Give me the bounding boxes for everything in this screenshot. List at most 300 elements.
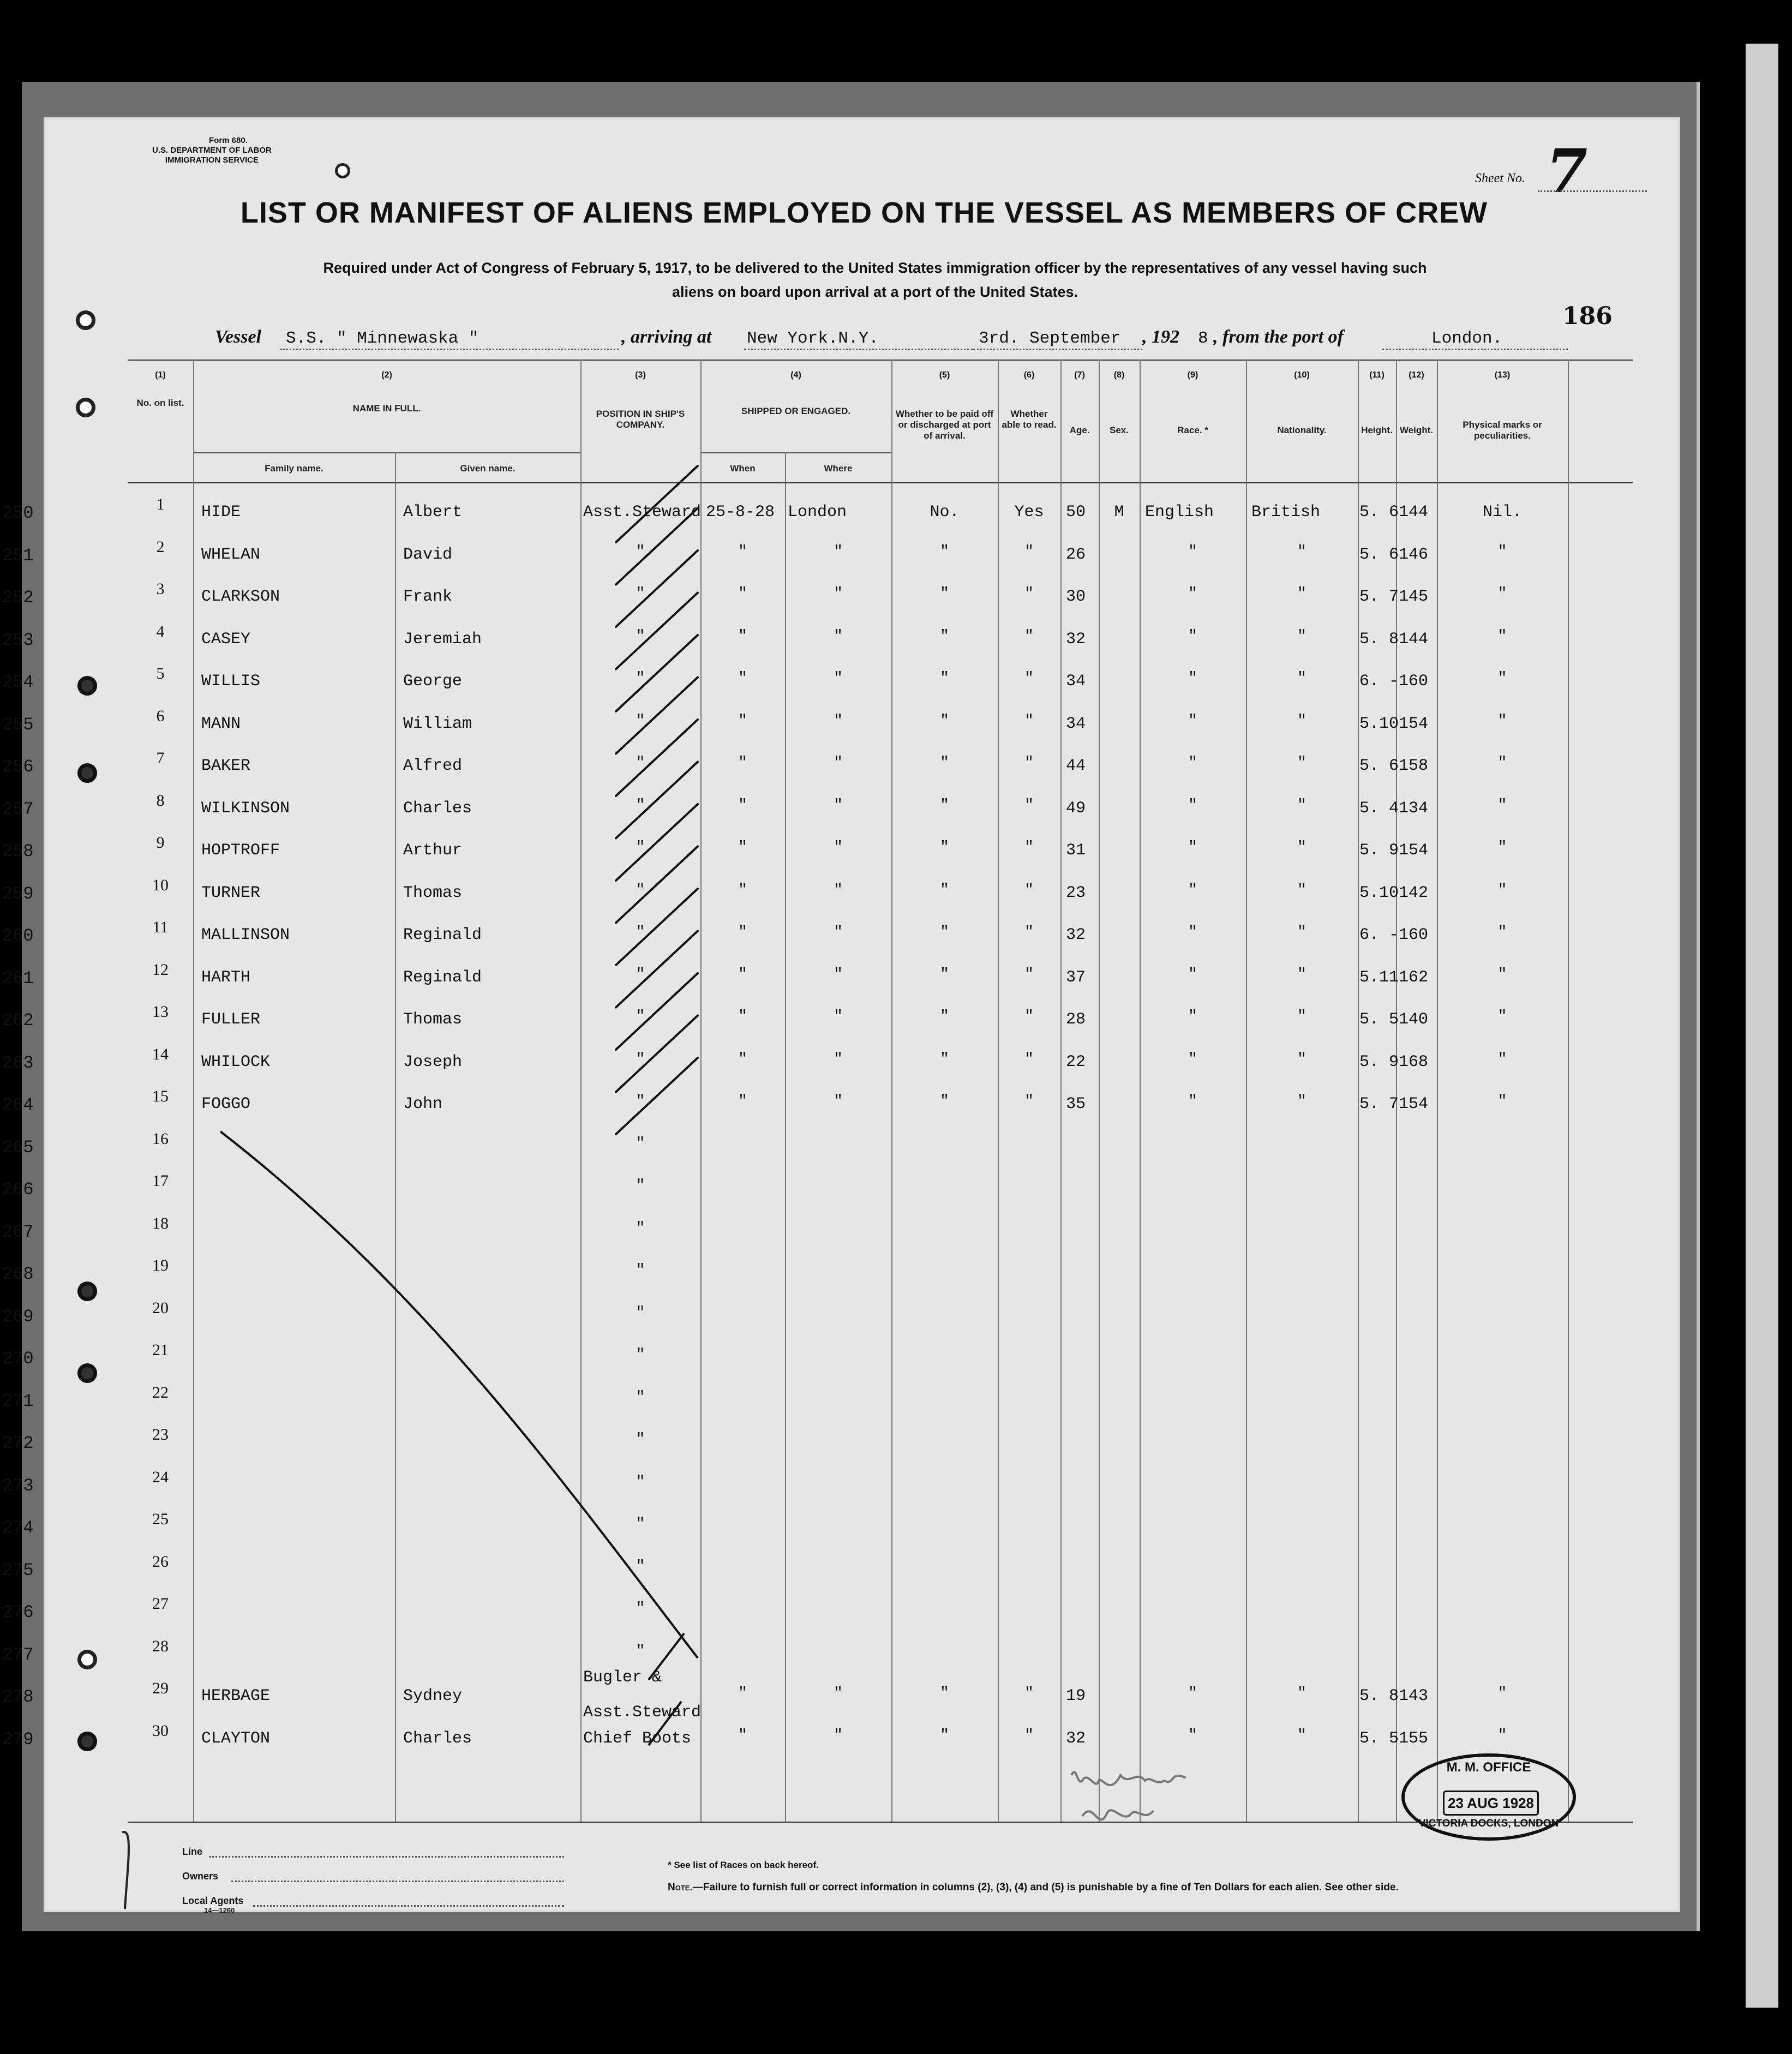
from-label: , from the port of [1213, 327, 1344, 347]
row-index: 271 [2, 1391, 34, 1411]
subtitle-line-2: aliens on board upon arrival at a port of the United States. [672, 284, 1078, 300]
cell-height: 5.11 [1359, 968, 1399, 987]
note-label: Note. [668, 1882, 693, 1893]
ditto-mark: " [834, 670, 843, 687]
ditto-mark: " [1188, 966, 1197, 983]
cell-height: 5. 8 [1359, 1687, 1399, 1705]
ditto-mark: " [1024, 543, 1034, 560]
cell-weight: 143 [1399, 1687, 1429, 1705]
row-index: 261 [2, 968, 34, 989]
cell-weight: 146 [1399, 545, 1429, 564]
ditto-mark: " [1024, 966, 1034, 983]
ditto-mark: " [1297, 966, 1306, 983]
cell-no: 26 [152, 1552, 169, 1571]
cell-family: CASEY [201, 630, 251, 649]
cell-family: MALLINSON [201, 926, 290, 944]
col-num: (1) [155, 370, 166, 380]
cell-no: 28 [152, 1637, 169, 1655]
row-index: 274 [2, 1518, 34, 1538]
col-header-given: Given name. [460, 463, 516, 474]
note-text: —Failure to furnish full or correct information in columns (2), (3), (4) and (5) is punishable by a fine of Ten Dollars for each alien. See other side. [692, 1882, 1399, 1893]
cell-height: 6. - [1359, 672, 1399, 691]
row-index: 268 [2, 1264, 34, 1284]
row-index: 263 [2, 1052, 34, 1073]
cell-weight: 134 [1399, 799, 1429, 818]
ditto-mark: " [1024, 881, 1034, 899]
ditto-mark: " [1497, 839, 1507, 856]
sheet-number: 7 [1539, 136, 1594, 206]
ditto-mark: " [1024, 1685, 1034, 1702]
cell-no: 7 [156, 749, 165, 767]
ditto-mark: " [1188, 585, 1197, 602]
ditto-mark: " [1297, 1685, 1306, 1702]
form-dept: U.S. DEPARTMENT OF LABOR [152, 146, 272, 155]
col-header-marks: Physical marks or peculiarities. [1463, 420, 1542, 441]
cell-given: Charles [403, 1729, 472, 1748]
ditto-mark: " [834, 1727, 843, 1744]
cell-height: 5. 9 [1359, 1052, 1399, 1071]
cell-height: 5. 4 [1359, 799, 1399, 818]
col-header-shipped: SHIPPED OR ENGAGED. [741, 406, 851, 416]
ditto-mark: " [1188, 881, 1197, 899]
ditto-mark: " [1024, 712, 1034, 729]
col-header-height: Height. [1361, 425, 1393, 435]
ditto-mark: " [940, 754, 949, 771]
cell-paid: No. [930, 503, 960, 522]
cell-weight: 168 [1399, 1052, 1429, 1071]
ditto-mark: " [834, 712, 843, 729]
cell-family: WHELAN [201, 545, 261, 564]
cell-no: 9 [156, 834, 165, 852]
ditto-mark: " [1497, 754, 1507, 771]
ditto-mark: " [738, 797, 747, 814]
col-num: (13) [1494, 370, 1511, 380]
cell-position: Bugler & [583, 1668, 662, 1687]
ditto-mark: " [636, 1219, 645, 1237]
footer-line-label: Line [182, 1846, 203, 1857]
cell-no: 11 [152, 918, 169, 936]
cell-weight: 158 [1399, 757, 1429, 775]
cell-weight: 160 [1399, 672, 1429, 691]
ditto-mark: " [636, 1642, 645, 1660]
ditto-mark: " [834, 1050, 843, 1068]
arrival-port: New York.N.Y. [747, 329, 879, 348]
cell-no: 6 [156, 706, 165, 725]
cell-height: 5. 6 [1359, 503, 1399, 522]
cell-family: FOGGO [201, 1095, 251, 1113]
ditto-mark: " [834, 797, 843, 814]
ditto-mark: " [1297, 1093, 1306, 1110]
ditto-mark: " [636, 1262, 645, 1279]
col-header-position: POSITION IN SHIP'S COMPANY. [596, 409, 685, 430]
cell-weight: 154 [1399, 1095, 1429, 1113]
cell-no: 5 [156, 664, 165, 682]
ditto-mark: " [940, 1093, 949, 1110]
ditto-mark: " [1297, 754, 1306, 771]
stamp-bottom: VICTORIA DOCKS, LONDON [1418, 1818, 1559, 1829]
col-num: (12) [1409, 370, 1424, 380]
cell-no: 30 [152, 1721, 169, 1740]
cell-given: George [403, 672, 463, 691]
ditto-mark: " [1188, 754, 1197, 771]
page-title: LIST OR MANIFEST OF ALIENS EMPLOYED ON THE VESSEL AS MEMBERS OF CREW [240, 196, 1488, 229]
ditto-mark: " [1297, 585, 1306, 602]
row-index: 265 [2, 1137, 34, 1158]
footer-owners-label: Owners [182, 1871, 219, 1882]
row-index: 279 [2, 1729, 34, 1750]
ditto-mark: " [738, 1093, 747, 1110]
page-code: 186 [1562, 302, 1613, 330]
row-index: 259 [2, 883, 34, 904]
cell-given: Frank [403, 588, 453, 606]
cell-family: WHILOCK [201, 1052, 271, 1071]
ditto-mark: " [636, 1346, 645, 1363]
ditto-mark: " [636, 1008, 645, 1025]
cell-family: TURNER [201, 883, 261, 902]
ditto-mark: " [636, 585, 645, 602]
ditto-mark: " [1188, 924, 1197, 941]
ditto-mark: " [1188, 543, 1197, 560]
ditto-mark: " [1024, 839, 1034, 856]
cell-no: 23 [152, 1426, 169, 1444]
cell-given: Thomas [403, 883, 463, 902]
cell-no: 1 [156, 495, 165, 513]
cell-position: Chief Boots [583, 1729, 692, 1748]
ditto-mark: " [940, 1727, 949, 1744]
cell-age: 49 [1066, 799, 1086, 818]
cell-weight: 162 [1399, 968, 1429, 987]
cell-given: Sydney [403, 1687, 463, 1705]
cell-given: David [403, 545, 453, 564]
cell-weight: 144 [1399, 630, 1429, 649]
cell-no: 22 [152, 1383, 169, 1402]
ditto-mark: " [1188, 1093, 1197, 1110]
row-index: 251 [2, 545, 34, 566]
ditto-mark: " [636, 1600, 645, 1617]
cell-weight: 144 [1399, 503, 1429, 522]
cell-no: 2 [156, 537, 165, 556]
cell-no: 29 [152, 1679, 169, 1697]
ditto-mark: " [636, 754, 645, 771]
ditto-mark: " [1297, 881, 1306, 899]
cell-no: 13 [152, 1003, 169, 1021]
ditto-mark: " [1497, 543, 1507, 560]
office-stamp [1401, 1753, 1576, 1841]
cell-given: Reginald [403, 968, 482, 987]
cell-family: FULLER [201, 1010, 261, 1029]
cell-weight: 155 [1399, 1729, 1429, 1748]
ditto-mark: " [738, 1685, 747, 1702]
ditto-mark: " [1024, 1727, 1034, 1744]
col-header-paid-off: Whether to be paid off or discharged at port of arrival. [895, 409, 994, 441]
col-header-sex: Sex. [1110, 425, 1129, 435]
cell-nat: British [1251, 503, 1321, 522]
row-index: 276 [2, 1602, 34, 1622]
cell-age: 22 [1066, 1052, 1086, 1071]
col-header-when: When [730, 463, 756, 474]
cell-given: Thomas [403, 1010, 463, 1029]
ditto-mark: " [636, 712, 645, 729]
dotted-line [253, 1905, 564, 1907]
ditto-mark: " [1024, 1093, 1034, 1110]
ditto-mark: " [1024, 627, 1034, 645]
col-header-read: Whether able to read. [1002, 409, 1057, 430]
vessel-label: Vessel [215, 327, 261, 347]
col-num: (2) [381, 370, 392, 380]
ditto-mark: " [1188, 1008, 1197, 1025]
cell-given: Arthur [403, 841, 463, 860]
cell-age: 28 [1066, 1010, 1086, 1029]
col-num: (6) [1023, 370, 1035, 380]
cell-height: 5. 6 [1359, 545, 1399, 564]
cell-age: 34 [1066, 672, 1086, 691]
col-num: (4) [790, 370, 801, 380]
ditto-mark: " [1497, 670, 1507, 687]
cell-position: Asst.Steward [583, 503, 702, 522]
cell-age: 50 [1066, 503, 1086, 522]
row-index: 269 [2, 1306, 34, 1327]
cell-weight: 145 [1399, 588, 1429, 606]
ditto-mark: " [1497, 1093, 1507, 1110]
cell-no: 17 [152, 1172, 169, 1190]
ditto-mark: " [1297, 712, 1306, 729]
ditto-mark: " [1024, 797, 1034, 814]
ditto-mark: " [738, 1008, 747, 1025]
subtitle-line-1: Required under Act of Congress of February 5, 1917, to be delivered to the United States immigration officer by the representatives of any vessel having such [323, 260, 1427, 276]
ditto-mark: " [834, 1008, 843, 1025]
dotted-line [209, 1856, 564, 1858]
ditto-mark: " [834, 585, 843, 602]
ditto-mark: " [1297, 670, 1306, 687]
ditto-mark: " [940, 1008, 949, 1025]
ditto-mark: " [738, 839, 747, 856]
cell-race: English [1145, 503, 1214, 522]
cell-height: 5. 8 [1359, 630, 1399, 649]
ditto-mark: " [1497, 924, 1507, 941]
cell-where: London [788, 503, 847, 522]
ditto-mark: " [940, 966, 949, 983]
row-index: 272 [2, 1433, 34, 1453]
ditto-mark: " [1024, 1050, 1034, 1068]
ditto-mark: " [636, 1177, 645, 1194]
ditto-mark: " [1297, 797, 1306, 814]
ditto-mark: " [940, 797, 949, 814]
row-index: 267 [2, 1221, 34, 1242]
ditto-mark: " [1497, 627, 1507, 645]
ditto-mark: " [940, 1050, 949, 1068]
cell-given: Reginald [403, 926, 482, 944]
col-header-where: Where [824, 463, 853, 474]
ditto-mark: " [1188, 627, 1197, 645]
cell-given: John [403, 1095, 443, 1113]
print-code: 14—1260 [204, 1906, 235, 1914]
row-index: 264 [2, 1095, 34, 1115]
cell-sex: M [1114, 503, 1124, 522]
stamp-date: 23 AUG 1928 [1443, 1790, 1539, 1816]
dotted-line [231, 1881, 564, 1882]
footer-agents-label: Local Agents [182, 1895, 244, 1906]
ditto-mark: " [636, 1050, 645, 1068]
cell-no: 27 [152, 1595, 169, 1613]
col-header-race: Race. * [1177, 425, 1208, 435]
col-header-name: NAME IN FULL. [352, 403, 421, 414]
cell-age: 32 [1066, 1729, 1086, 1748]
ditto-mark: " [1297, 839, 1306, 856]
cell-age: 34 [1066, 714, 1086, 733]
ditto-mark: " [1188, 712, 1197, 729]
ditto-mark: " [1188, 797, 1197, 814]
cell-given: Jeremiah [403, 630, 482, 649]
row-index: 253 [2, 630, 34, 650]
ditto-mark: " [738, 966, 747, 983]
cell-family: CLARKSON [201, 588, 280, 606]
ditto-mark: " [940, 543, 949, 560]
ditto-mark: " [834, 924, 843, 941]
col-header-nationality: Nationality. [1277, 425, 1327, 435]
col-num: (9) [1187, 370, 1198, 380]
cell-family: BAKER [201, 757, 251, 775]
cell-no: 4 [156, 622, 165, 640]
cell-when: 25-8-28 [706, 503, 775, 522]
row-index: 270 [2, 1349, 34, 1369]
row-index: 275 [2, 1560, 34, 1580]
ditto-mark: " [1297, 924, 1306, 941]
col-num: (11) [1369, 370, 1385, 380]
row-index: 255 [2, 714, 34, 735]
row-index: 256 [2, 757, 34, 777]
manifest-page [2, 117, 1680, 1914]
cell-position-line2: Asst.Steward [583, 1703, 702, 1722]
ditto-mark: " [940, 670, 949, 687]
ditto-mark: " [1297, 1727, 1306, 1744]
cell-no: 14 [152, 1045, 169, 1063]
ditto-mark: " [1188, 839, 1197, 856]
ditto-mark: " [1497, 1685, 1507, 1702]
ditto-mark: " [834, 543, 843, 560]
cell-height: 5. 7 [1359, 588, 1399, 606]
row-index: 250 [2, 503, 34, 523]
ditto-mark: " [636, 1473, 645, 1490]
ditto-mark: " [834, 839, 843, 856]
ditto-mark: " [940, 924, 949, 941]
ditto-mark: " [940, 1685, 949, 1702]
ditto-mark: " [1497, 881, 1507, 899]
cell-age: 35 [1066, 1095, 1086, 1113]
year-digit: 8 [1198, 329, 1208, 348]
row-index: 260 [2, 926, 34, 946]
ditto-mark: " [1497, 712, 1507, 729]
col-header-weight: Weight. [1399, 425, 1434, 435]
cell-no: 3 [156, 580, 165, 598]
ditto-mark: " [636, 1516, 645, 1532]
ditto-mark: " [1188, 1727, 1197, 1744]
ditto-mark: " [1024, 585, 1034, 602]
ditto-mark: " [738, 670, 747, 687]
cell-no: 21 [152, 1341, 169, 1359]
cell-family: WILKINSON [201, 799, 290, 818]
cell-age: 30 [1066, 588, 1086, 606]
cell-height: 5. 7 [1359, 1095, 1399, 1113]
col-header-no: No. on list. [136, 398, 184, 408]
ditto-mark: " [1188, 670, 1197, 687]
cell-marks: Nil. [1482, 503, 1522, 522]
ditto-mark: " [834, 1685, 843, 1702]
ditto-mark: " [1497, 966, 1507, 983]
cell-age: 44 [1066, 757, 1086, 775]
ditto-mark: " [834, 881, 843, 899]
cell-age: 32 [1066, 630, 1086, 649]
ditto-mark: " [834, 754, 843, 771]
ditto-mark: " [1024, 670, 1034, 687]
ditto-mark: " [636, 924, 645, 941]
ditto-mark: " [1297, 543, 1306, 560]
cell-given: Joseph [403, 1052, 463, 1071]
cell-height: 5.10 [1359, 714, 1399, 733]
form-number: Form 680. [209, 136, 248, 145]
col-num: (7) [1074, 370, 1085, 380]
arriving-label: , arriving at [621, 327, 712, 347]
ditto-mark: " [940, 627, 949, 645]
ditto-mark: " [636, 1388, 645, 1406]
cell-weight: 154 [1399, 841, 1429, 860]
ditto-mark: " [1497, 1050, 1507, 1068]
ditto-mark: " [738, 543, 747, 560]
row-index: 266 [2, 1179, 34, 1200]
ditto-mark: " [1497, 1008, 1507, 1025]
from-port: London. [1431, 329, 1503, 348]
ditto-mark: " [834, 627, 843, 645]
cell-height: 5. 5 [1359, 1010, 1399, 1029]
ditto-mark: " [1497, 1727, 1507, 1744]
cell-height: 5. 5 [1359, 1729, 1399, 1748]
ditto-mark: " [1024, 754, 1034, 771]
ditto-mark: " [1024, 924, 1034, 941]
cell-age: 23 [1066, 883, 1086, 902]
ditto-mark: " [1024, 1008, 1034, 1025]
cell-no: 16 [152, 1129, 169, 1148]
row-index: 262 [2, 1010, 34, 1031]
vessel-name: S.S. " Minnewaska " [286, 329, 479, 348]
races-note: * See list of Races on back hereof. [668, 1860, 819, 1870]
cell-family: HERBAGE [201, 1687, 271, 1705]
ditto-mark: " [636, 839, 645, 856]
sheet-label: Sheet No. [1475, 171, 1525, 185]
form-service: IMMIGRATION SERVICE [165, 155, 259, 165]
ditto-mark: " [1188, 1685, 1197, 1702]
cell-no: 19 [152, 1256, 169, 1274]
row-index: 254 [2, 672, 34, 692]
cell-family: HOPTROFF [201, 841, 280, 860]
cell-family: HARTH [201, 968, 251, 987]
cell-family: WILLIS [201, 672, 261, 691]
cell-no: 15 [152, 1087, 169, 1105]
row-index: 257 [2, 799, 34, 819]
ditto-mark: " [940, 712, 949, 729]
cell-height: 5. 9 [1359, 841, 1399, 860]
cell-read: Yes [1014, 503, 1044, 522]
ditto-mark: " [834, 966, 843, 983]
cell-age: 32 [1066, 926, 1086, 944]
ditto-mark: " [636, 797, 645, 814]
ditto-mark: " [940, 839, 949, 856]
cell-weight: 160 [1399, 926, 1429, 944]
ditto-mark: " [738, 754, 747, 771]
ditto-mark: " [738, 1727, 747, 1744]
ditto-mark: " [940, 585, 949, 602]
cell-age: 26 [1066, 545, 1086, 564]
ditto-mark: " [1497, 585, 1507, 602]
row-index: 258 [2, 841, 34, 861]
